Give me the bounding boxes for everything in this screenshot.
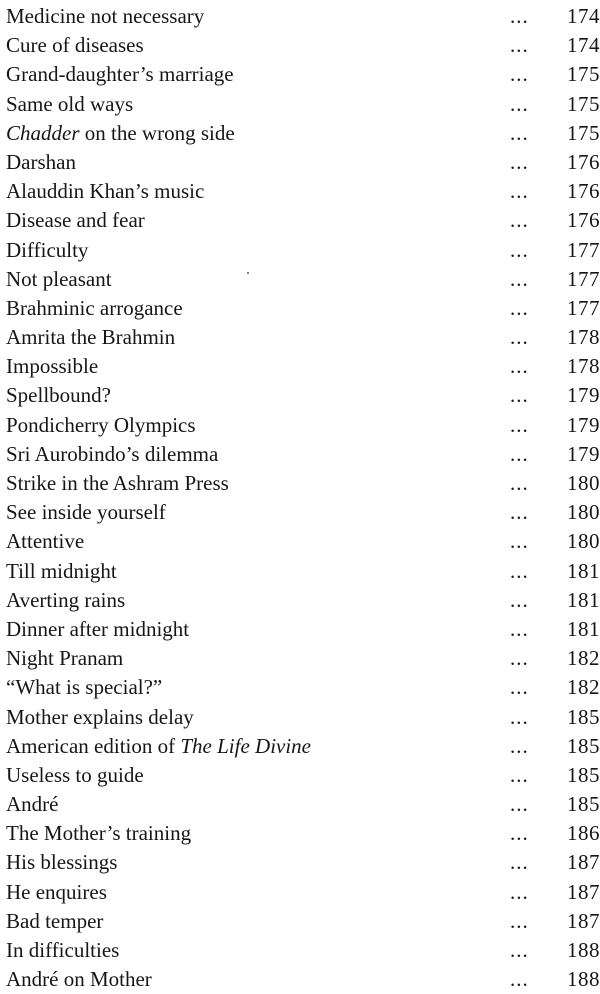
toc-entry-page-number: 185 [567,733,600,758]
toc-entry-leader: ... [510,62,529,87]
toc-entry [6,936,600,965]
toc-entry-title-italic: The Life Divine [180,733,312,758]
toc-entry-leader: ... [510,616,529,641]
toc-entry-title: Alauddin Khan’s music [6,179,205,204]
toc-entry-page-number: 179 [567,412,600,437]
toc-entry-leader: ... [510,354,529,379]
toc-entry-leader: ... [510,675,529,700]
toc-entry-title: Same old ways [6,91,134,116]
toc-entry-title: Difficulty [6,237,89,262]
toc-entry [6,527,600,556]
toc-entry-leader: ... [510,295,529,320]
toc-entry-leader: ... [510,149,529,174]
toc-entry [6,2,600,31]
toc-entry [6,352,600,381]
toc-entry-leader: ... [510,558,529,583]
toc-entry [6,381,600,410]
toc-entry-title: “What is special?” [6,675,163,700]
toc-entry-page-number: 182 [567,675,600,700]
toc-entry-title-italic: Chadder [6,120,80,145]
toc-entry [6,236,600,265]
toc-entry-title: Bad temper [6,908,104,933]
toc-entry-page-number: 181 [567,558,600,583]
toc-entry-title [6,119,235,148]
toc-entry-page-number: 175 [567,120,600,145]
toc-entry [6,761,600,790]
toc-entry-title: Strike in the Ashram Press [6,471,229,495]
toc-entry-title: André [6,792,59,817]
toc-entry [6,673,600,702]
toc-entry-page-number: 176 [567,179,600,204]
toc-entry-leader: ... [510,646,529,671]
toc-entry [6,703,600,732]
toc-entry-page-number: 180 [567,500,600,525]
toc-entry-title: He enquires [6,879,107,904]
toc-entry [6,498,600,527]
toc-entry-leader: ... [510,33,529,58]
toc-entry-title: André on Mother [6,967,152,992]
toc-entry-page-number: 174 [567,33,600,58]
toc-entry [6,557,600,586]
toc-entry [6,177,600,206]
toc-entry-title: Pondicherry Olympics [6,412,196,437]
toc-entry [6,965,600,994]
toc-entry [6,294,600,323]
toc-entry [6,60,600,89]
toc-entry-page-number: 180 [567,471,600,495]
toc-entry-page-number: 185 [567,792,600,817]
toc-entry-leader: ... [510,850,529,875]
toc-entry-title: His blessings [6,850,118,875]
toc-entry-title: Impossible [6,354,99,379]
toc-entry-page-number: 181 [567,616,600,641]
toc-entry-leader: ... [510,879,529,904]
toc-entry-page-number: 187 [567,908,600,933]
toc-entry-page-number: 181 [567,587,600,612]
toc-entry-title-prefix: American edition of [6,733,181,758]
toc-entry-page-number: 177 [567,266,600,291]
print-speck [247,272,249,274]
toc-entry-title: Till midnight [6,558,117,583]
toc-entry-title: Brahminic arrogance [6,295,183,320]
toc-entry-title [6,732,311,761]
toc-entry [6,323,600,352]
toc-entry-leader: ... [510,908,529,933]
toc-entry-leader: ... [510,120,529,145]
toc-entry [6,790,600,819]
toc-entry-page-number: 175 [567,62,600,87]
toc-entry-page-number: 185 [567,762,600,787]
toc-entry [6,119,600,148]
toc-entry-title: Darshan [6,149,76,174]
toc-entry-page-number: 174 [567,4,600,28]
toc-entry-leader: ... [510,704,529,729]
toc-entry [6,206,600,235]
toc-entry-page-number: 176 [567,149,600,174]
toc-entry-page-number: 178 [567,354,600,379]
toc-entry-title: Grand-daughter’s marriage [6,62,234,87]
toc-entry-title: Mother explains delay [6,704,194,729]
toc-entry [6,907,600,936]
toc-entry-leader: ... [510,179,529,204]
toc-entry [6,644,600,673]
toc-entry-leader: ... [510,733,529,758]
toc-entry [6,90,600,119]
toc-entry-page-number: 177 [567,295,600,320]
toc-entry-leader: ... [510,500,529,525]
toc-entry-title: Attentive [6,529,85,554]
toc-entry-leader: ... [510,266,529,291]
toc-entry-title: Medicine not necessary [6,4,205,28]
toc-entry-page-number: 179 [567,441,600,466]
toc-entry-title: Disease and fear [6,208,145,233]
toc-entry [6,440,600,469]
toc-entry-title: In difficulties [6,938,120,962]
toc-entry-title: Not pleasant [6,266,112,291]
toc-entry-page-number: 185 [567,704,600,729]
toc-entry [6,848,600,877]
toc-entry-title: The Mother’s training [6,821,192,846]
toc-entry-page-number: 176 [567,208,600,233]
toc-entry-leader: ... [510,471,529,495]
toc-entry-page-number: 177 [567,237,600,262]
toc-entry-leader: ... [510,441,529,466]
toc-entry-page-number: 188 [567,938,600,962]
toc-entry-title: Spellbound? [6,383,111,408]
toc-entry [6,148,600,177]
toc-entry [6,31,600,60]
toc-entry-title: Night Pranam [6,646,124,671]
toc-entry-leader: ... [510,412,529,437]
toc-entry [6,615,600,644]
toc-entry-leader: ... [510,792,529,817]
toc-entry-page-number: 179 [567,383,600,408]
table-of-contents [6,2,600,994]
toc-entry-title-suffix: on the wrong side [79,120,235,145]
toc-entry-page-number: 188 [567,967,600,992]
toc-entry [6,411,600,440]
toc-entry-leader: ... [510,529,529,554]
toc-entry-page-number: 186 [567,821,600,846]
toc-entry-title: Dinner after midnight [6,616,190,641]
toc-entry-leader: ... [510,4,529,28]
toc-entry-leader: ... [510,325,529,350]
toc-entry-title: Sri Aurobindo’s dilemma [6,441,219,466]
toc-entry-title: Cure of diseases [6,33,144,58]
toc-entry-page-number: 178 [567,325,600,350]
toc-entry [6,469,600,498]
toc-entry [6,878,600,907]
toc-entry-page-number: 180 [567,529,600,554]
toc-entry-leader: ... [510,208,529,233]
toc-entry-title: See inside yourself [6,500,166,525]
toc-entry-leader: ... [510,237,529,262]
toc-entry-leader: ... [510,967,529,992]
toc-entry-page-number: 187 [567,850,600,875]
toc-entry [6,819,600,848]
toc-entry-leader: ... [510,938,529,962]
toc-entry-leader: ... [510,383,529,408]
toc-entry-title: Useless to guide [6,762,144,787]
toc-entry-page-number: 187 [567,879,600,904]
toc-entry-title: Averting rains [6,587,126,612]
toc-entry [6,732,600,761]
toc-entry-leader: ... [510,762,529,787]
toc-entry-page-number: 182 [567,646,600,671]
toc-entry-page-number: 175 [567,91,600,116]
toc-entry-leader: ... [510,91,529,116]
toc-entry-title: Amrita the Brahmin [6,325,176,350]
toc-entry-leader: ... [510,587,529,612]
toc-entry [6,265,600,294]
toc-entry-leader: ... [510,821,529,846]
toc-entry [6,586,600,615]
